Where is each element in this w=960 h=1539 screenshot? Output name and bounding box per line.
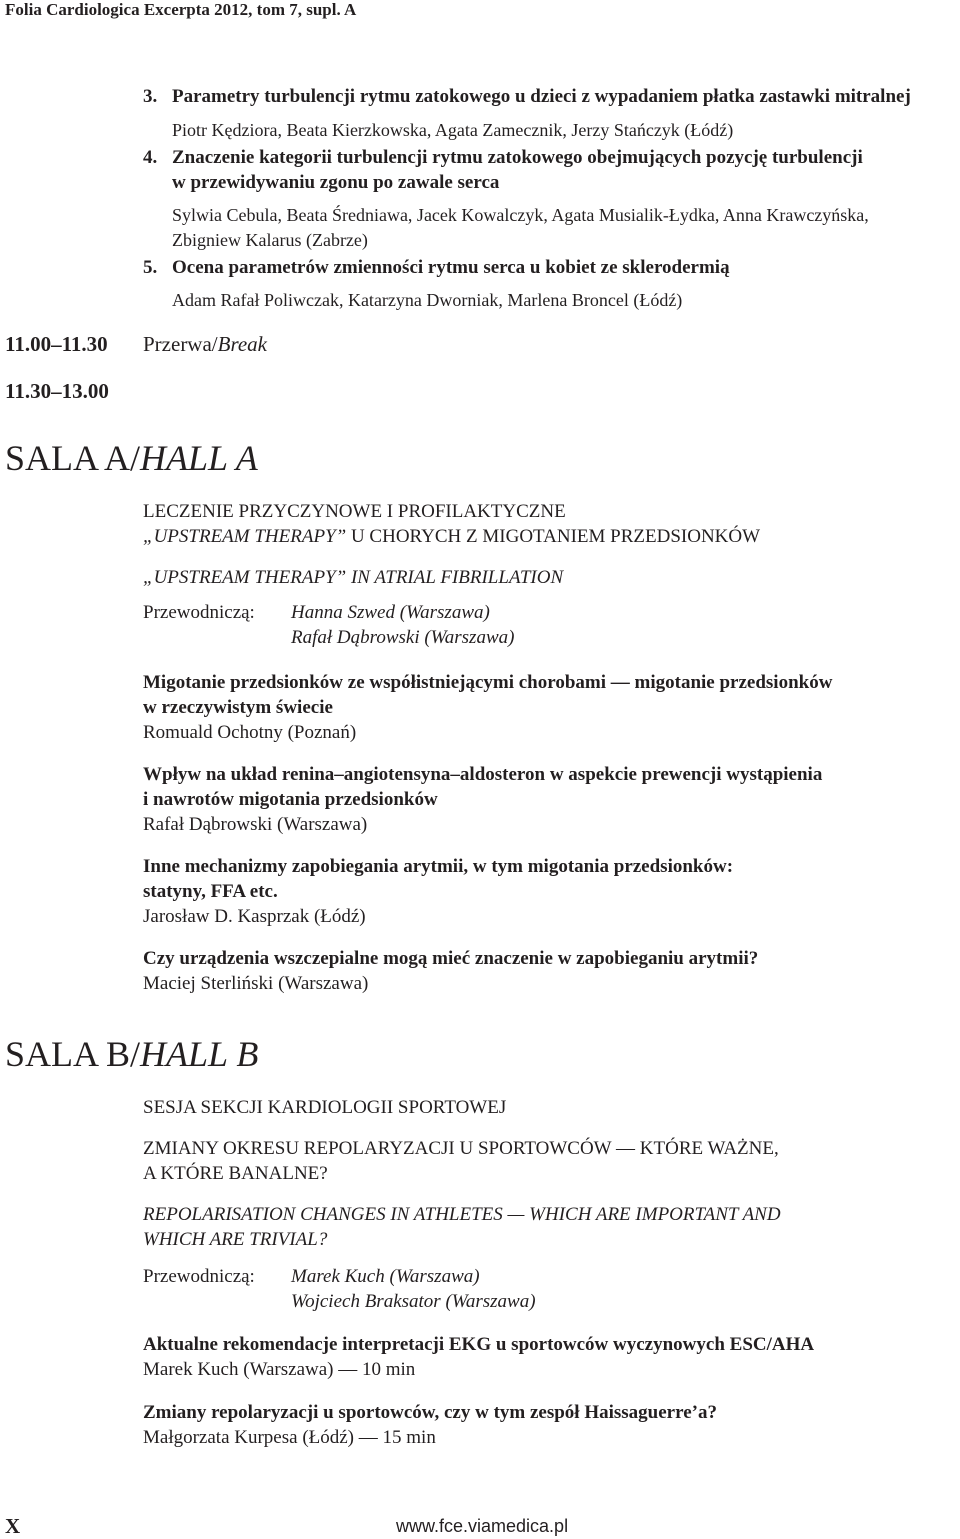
talk-title: Aktualne rekomendacje interpretacji EKG u sportowców wyczynowych ESC/AHA: [143, 1334, 815, 1355]
session-title-en: „UPSTREAM THERAPY” IN ATRIAL FIBRILLATION: [143, 567, 564, 588]
session-title: ZMIANY OKRESU REPOLARYZACJI U SPORTOWCÓW — KTÓRE WAŻNE,: [143, 1138, 779, 1159]
talk-title: w rzeczywistym świecie: [143, 697, 333, 718]
talk-title: Zmiany repolaryzacji u sportowców, czy w tym zespół Haissaguerre’a?: [143, 1402, 717, 1423]
break-time: 11.00–11.30: [5, 332, 108, 356]
talk-title: Inne mechanizmy zapobiegania arytmii, w tym migotania przedsionków:: [143, 856, 734, 877]
item-number: 3.: [143, 86, 158, 107]
chair-name: Hanna Szwed (Warszawa): [291, 602, 490, 623]
item-authors: Sylwia Cebula, Beata Średniawa, Jacek Kowalczyk, Agata Musialik-Łydka, Anna Krawczyńska,: [172, 205, 869, 225]
break-label: Przerwa/Break: [143, 332, 268, 356]
page-number: X: [5, 1514, 21, 1538]
talk-speaker: Małgorzata Kurpesa (Łódź) — 15 min: [143, 1427, 436, 1448]
talk-title: i nawrotów migotania przedsionków: [143, 789, 438, 810]
session-title: „UPSTREAM THERAPY” U CHORYCH Z MIGOTANIEM PRZEDSIONKÓW: [143, 526, 761, 547]
item-title: w przewidywaniu zgonu po zawale serca: [172, 172, 500, 193]
chairs-label: Przewodniczą:: [143, 602, 255, 623]
talk-title: Migotanie przedsionków ze współistniejącymi chorobami — migotanie przedsionków: [143, 672, 833, 693]
talk-speaker: Marek Kuch (Warszawa) — 10 min: [143, 1359, 416, 1380]
talk-speaker: Maciej Sterliński (Warszawa): [143, 973, 369, 994]
talk-title: statyny, FFA etc.: [143, 881, 278, 902]
session-title-en: WHICH ARE TRIVIAL?: [143, 1229, 328, 1250]
talk-title: Wpływ na układ renina–angiotensyna–aldosteron w aspekcie prewencji wystąpienia: [143, 764, 823, 785]
item-title: Parametry turbulencji rytmu zatokowego u dzieci z wypadaniem płatka zastawki mitralnej: [172, 86, 911, 107]
hall-b-heading: SALA B/HALL B: [5, 1034, 259, 1074]
footer-url[interactable]: www.fce.viamedica.pl: [396, 1516, 569, 1536]
item-title: Znaczenie kategorii turbulencji rytmu zatokowego obejmujących pozycję turbulencji: [172, 147, 863, 168]
talk-speaker: Romuald Ochotny (Poznań): [143, 722, 357, 743]
chair-name: Marek Kuch (Warszawa): [291, 1266, 480, 1287]
item-title: Ocena parametrów zmienności rytmu serca u kobiet ze sklerodermią: [172, 257, 730, 278]
talk-speaker: Jarosław D. Kasprzak (Łódź): [143, 906, 366, 927]
item-number: 4.: [143, 147, 158, 168]
item-authors: Adam Rafał Poliwczak, Katarzyna Dworniak, Marlena Broncel (Łódź): [172, 290, 683, 310]
hall-a-heading: SALA A/HALL A: [5, 438, 258, 478]
chair-name: Wojciech Braksator (Warszawa): [291, 1291, 536, 1312]
item-authors: Zbigniew Kalarus (Zabrze): [172, 230, 368, 250]
item-authors: Piotr Kędziora, Beata Kierzkowska, Agata Zamecznik, Jerzy Stańczyk (Łódź): [172, 120, 734, 140]
chairs-label: Przewodniczą:: [143, 1266, 255, 1287]
session-name: SESJA SEKCJI KARDIOLOGII SPORTOWEJ: [143, 1097, 507, 1118]
session-title: LECZENIE PRZYCZYNOWE I PROFILAKTYCZNE: [143, 501, 566, 522]
talk-speaker: Rafał Dąbrowski (Warszawa): [143, 814, 368, 835]
journal-header: Folia Cardiologica Excerpta 2012, tom 7, supl. A: [5, 0, 357, 19]
talk-title: Czy urządzenia wszczepialne mogą mieć znaczenie w zapobieganiu arytmii?: [143, 948, 759, 969]
slot-time: 11.30–13.00: [5, 379, 109, 403]
chair-name: Rafał Dąbrowski (Warszawa): [291, 627, 515, 648]
item-number: 5.: [143, 257, 158, 278]
session-title-en: REPOLARISATION CHANGES IN ATHLETES — WHICH ARE IMPORTANT AND: [143, 1204, 781, 1225]
session-title: A KTÓRE BANALNE?: [143, 1163, 328, 1184]
